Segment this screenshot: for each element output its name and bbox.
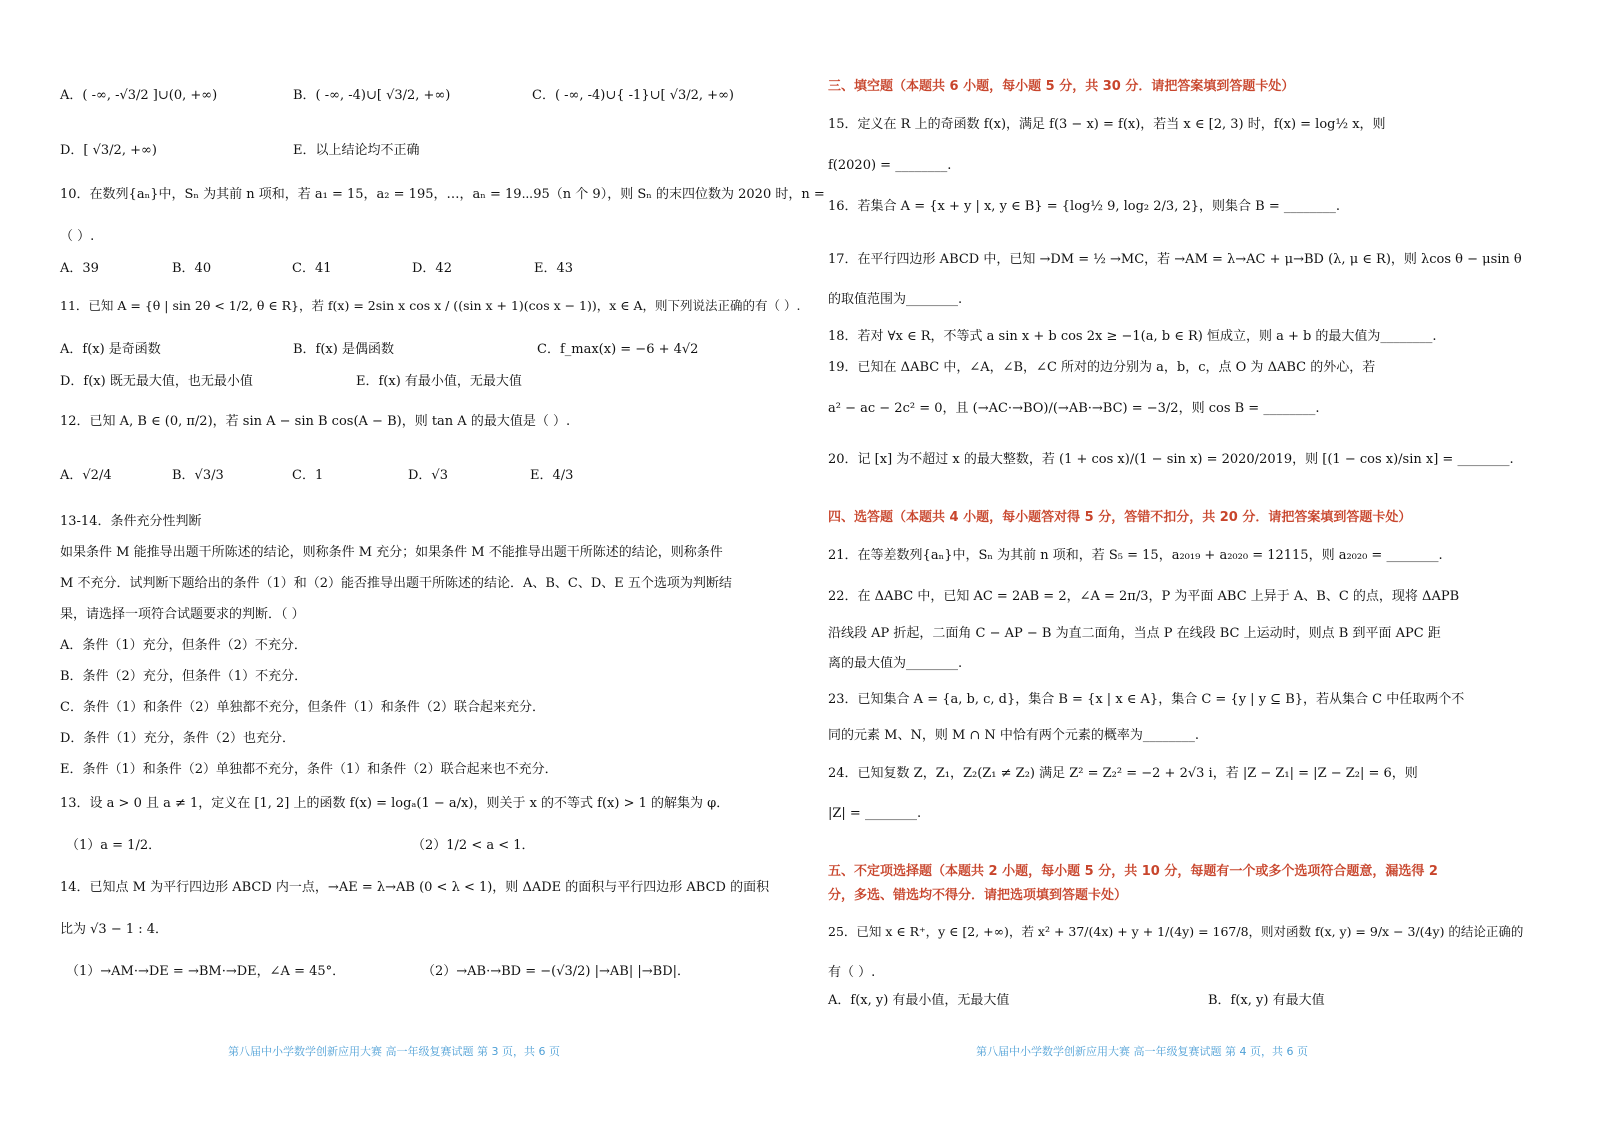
page-right	[800, 0, 1600, 1130]
q12-option-d: D．√3	[408, 468, 448, 483]
q13-14-paragraph-2: M 不充分．试判断下题给出的条件（1）和（2）能否推导出题干所陈述的结论．A、B、C、D、E 五个选项为判断结	[60, 576, 732, 591]
q13-14-option-a: A．条件（1）充分，但条件（2）不充分．	[60, 638, 307, 653]
q14-stem-line-2: 比为 √3 − 1 : 4．	[60, 922, 169, 937]
q14-condition-2: （2）→AB·→BD = −(√3/2) |→AB| |→BD|．	[422, 964, 690, 979]
q12-stem: 12．已知 A, B ∈ (0, π/2)，若 sin A − sin B cos(A − B)，则 tan A 的最大值是（ ）.	[60, 414, 571, 429]
q10-option-b: B．40	[172, 261, 212, 276]
q23-line-2: 同的元素 M、N，则 M ∩ N 中恰有两个元素的概率为________.	[828, 728, 1200, 743]
q19-line-2: a² − ac − 2c² = 0，且 (→AC·→BO)/(→AB·→BC) = −3/2，则 cos B = ________.	[828, 401, 1320, 416]
q22-line-1: 22．在 ΔABC 中，已知 AC = 2AB = 2，∠A = 2π/3，P 为平面 ABC 上异于 A、B、C 的点，现将 ΔAPB	[828, 589, 1460, 604]
q13-stem: 13．设 a > 0 且 a ≠ 1，定义在 [1, 2] 上的函数 f(x) = logₐ(1 − a/x)，则关于 x 的不等式 f(x) > 1 的解集为 φ．	[60, 796, 730, 811]
q9-option-a: A．( -∞, -√3/2 ]∪(0, +∞)	[60, 88, 218, 103]
section-5-title-line-2: 分，多选、错选均不得分．请把选项填到答题卡处）	[828, 888, 1128, 903]
q10-option-c: C．41	[292, 261, 332, 276]
q13-14-title: 13-14．条件充分性判断	[60, 514, 202, 529]
q10-stem: 10．在数列{aₙ}中，Sₙ 为其前 n 项和，若 a₁ = 15，a₂ = 195，…，aₙ = 19⋯95（n 个 9），则 Sₙ 的末四位数为 2020 时，n =	[60, 187, 825, 202]
q24-line-1: 24．已知复数 Z，Z₁，Z₂(Z₁ ≠ Z₂) 满足 Z² = Z₂² = −2 + 2√3 i，若 |Z − Z₁| = |Z − Z₂| = 6，则	[828, 766, 1418, 781]
q10-option-a: A．39	[60, 261, 99, 276]
q24-line-2: |Z| = ________.	[828, 806, 922, 821]
q14-condition-1: （1）→AM·→DE = →BM·→DE，∠A = 45°．	[66, 964, 346, 979]
q23-line-1: 23．已知集合 A = {a, b, c, d}，集合 B = {x | x ∈ A}，集合 C = {y | y ⊆ B}，若从集合 C 中任取两个不	[828, 692, 1465, 707]
q9-option-c: C．( -∞, -4)∪{ -1}∪[ √3/2, +∞)	[532, 88, 734, 103]
q25-line-1: 25．已知 x ∈ R⁺，y ∈ [2, +∞)，若 x² + 37/(4x) + y + 1/(4y) = 167/8，则对函数 f(x, y) = 9/x − 3/(4y) 的结论正确的	[828, 924, 1524, 939]
q13-14-paragraph-1: 如果条件 M 能推导出题干所陈述的结论，则称条件 M 充分；如果条件 M 不能推导出题干所陈述的结论，则称条件	[60, 545, 723, 560]
q10-option-e: E．43	[534, 261, 574, 276]
q12-option-a: A．√2/4	[60, 468, 112, 483]
q13-14-option-d: D．条件（1）充分，条件（2）也充分．	[60, 731, 295, 746]
q11-stem: 11．已知 A = {θ | sin 2θ < 1/2, θ ∈ R}，若 f(x) = 2sin x cos x / ((sin x + 1)(cos x − 1))，x ∈ A，则下列说法正确的有（ ）.	[60, 298, 801, 313]
q10-paren: （ ）.	[60, 229, 95, 244]
page-footer-right: 第八届中小学数学创新应用大赛 高一年级复赛试题 第 4 页，共 6 页	[976, 1045, 1308, 1058]
q19-line-1: 19．已知在 ΔABC 中，∠A，∠B，∠C 所对的边分别为 a，b，c，点 O 为 ΔABC 的外心，若	[828, 360, 1376, 375]
q13-14-option-c: C．条件（1）和条件（2）单独都不充分，但条件（1）和条件（2）联合起来充分．	[60, 700, 546, 715]
q11-option-a: A．f(x) 是奇函数	[60, 342, 161, 357]
q11-option-b: B．f(x) 是偶函数	[293, 342, 394, 357]
q17-line-1: 17．在平行四边形 ABCD 中，已知 →DM = ½ →MC，若 →AM = λ→AC + μ→BD (λ, μ ∈ R)，则 λcos θ − μsin θ	[828, 252, 1522, 267]
q17-line-2: 的取值范围为________.	[828, 292, 963, 307]
q13-14-option-b: B．条件（2）充分，但条件（1）不充分．	[60, 669, 308, 684]
q12-option-c: C．1	[292, 468, 324, 483]
q12-option-b: B．√3/3	[172, 468, 224, 483]
section-4-title: 四、选答题（本题共 4 小题，每小题答对得 5 分，答错不扣分，共 20 分．请把答案填到答题卡处）	[828, 510, 1412, 525]
q15-line-1: 15．定义在 R 上的奇函数 f(x)，满足 f(3 − x) = f(x)，若当 x ∈ [2, 3) 时，f(x) = log½ x，则	[828, 117, 1386, 132]
q11-option-e: E．f(x) 有最小值，无最大值	[356, 374, 522, 389]
q15-line-2: f(2020) = ________.	[828, 158, 952, 173]
q25-option-a: A．f(x, y) 有最小值，无最大值	[828, 993, 1010, 1008]
q12-option-e: E．4/3	[530, 468, 574, 483]
page-footer-left: 第八届中小学数学创新应用大赛 高一年级复赛试题 第 3 页，共 6 页	[228, 1045, 560, 1058]
q9-option-d: D．[ √3/2, +∞)	[60, 143, 157, 158]
q13-14-paragraph-3: 果，请选择一项符合试题要求的判断．（ ）	[60, 607, 305, 622]
q9-option-b: B．( -∞, -4)∪[ √3/2, +∞)	[293, 88, 451, 103]
q13-condition-2: （2）1/2 < a < 1．	[412, 838, 535, 853]
q13-condition-1: （1）a = 1/2．	[66, 838, 162, 853]
q18: 18．若对 ∀x ∈ R，不等式 a sin x + b cos 2x ≥ −1(a, b ∈ R) 恒成立，则 a + b 的最大值为________.	[828, 329, 1437, 344]
q9-option-e: E．以上结论均不正确	[293, 143, 420, 158]
section-5-title-line-1: 五、不定项选择题（本题共 2 小题，每小题 5 分，共 10 分，每题有一个或多个选项符合题意，漏选得 2	[828, 864, 1438, 879]
q10-option-d: D．42	[412, 261, 452, 276]
q14-stem-line-1: 14．已知点 M 为平行四边形 ABCD 内一点，→AE = λ→AB (0 < λ < 1)，则 ΔADE 的面积与平行四边形 ABCD 的面积	[60, 880, 770, 895]
q22-line-2: 沿线段 AP 折起，二面角 C − AP − B 为直二面角，当点 P 在线段 BC 上运动时，则点 B 到平面 APC 距	[828, 626, 1441, 641]
q16: 16．若集合 A = {x + y | x, y ∈ B} = {log½ 9, log₂ 2/3, 2}，则集合 B = ________.	[828, 199, 1340, 214]
q22-line-3: 离的最大值为________.	[828, 656, 963, 671]
section-3-title: 三、填空题（本题共 6 小题，每小题 5 分，共 30 分．请把答案填到答题卡处）	[828, 79, 1295, 94]
q21: 21．在等差数列{aₙ}中，Sₙ 为其前 n 项和，若 S₅ = 15，a₂₀₁₉ + a₂₀₂₀ = 12115，则 a₂₀₂₀ = ________.	[828, 548, 1443, 563]
q25-option-b: B．f(x, y) 有最大值	[1208, 993, 1325, 1008]
q20: 20．记 [x] 为不超过 x 的最大整数，若 (1 + cos x)/(1 − sin x) = 2020/2019，则 [(1 − cos x)/sin x] = ________.	[828, 452, 1514, 467]
q11-option-c: C．f_max(x) = −6 + 4√2	[537, 342, 699, 357]
q13-14-option-e: E．条件（1）和条件（2）单独都不充分，条件（1）和条件（2）联合起来也不充分．	[60, 762, 558, 777]
q11-option-d: D．f(x) 既无最大值，也无最小值	[60, 374, 253, 389]
q25-line-2: 有（ ）.	[828, 965, 876, 980]
